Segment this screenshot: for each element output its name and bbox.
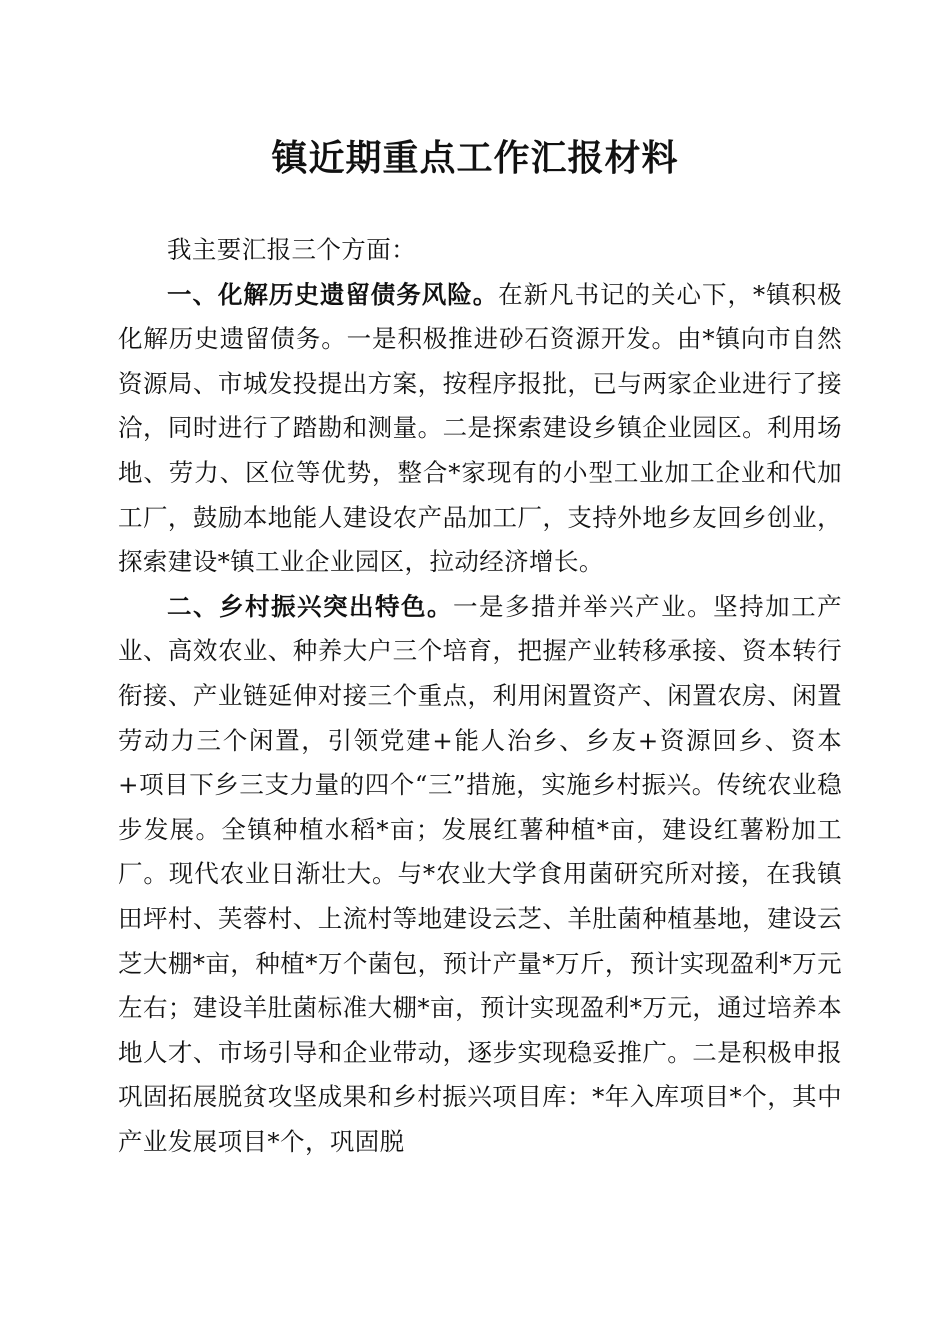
document-title: 镇近期重点工作汇报材料 [271, 137, 679, 179]
section-heading-debt: 一、化解历史遗留债务风险。 [167, 279, 499, 309]
section-text-rural: 一是多措并举兴产业。坚持加工产业、高效农业、种养大户三个培育，把握产业转移承接、资本转行衔接、产业链延伸对接三个重点，利用闲置资产、闲置农房、闲置劳动力三个闲置，引领党建+能人治乡、乡友+资源回乡、资本+项目下乡三支力量的四个“三”措施，实施乡村振兴。传统农业稳步发展。全镇种植水稻*亩；发展红薯种植*亩，建设红薯粉加工厂。现代农业日渐壮大。与*农业大学食用菌研究所对接，在我镇田坪村、芙蓉村、上流村等地建设云芝、羊肚菌种植基地，建设云芝大棚*亩，种植*万个菌包，预计产量*万斤，预计实现盈利*万元左右；建设羊肚菌标准大棚*亩，预计实现盈利*万元，通过培养本地人才、市场引导和企业带动，逐步实现稳妥推广。二是积极申报巩固拓展脱贫攻坚成果和乡村振兴项目库：*年入库项目*个，其中产业发展项目*个，巩固脱 [118, 591, 842, 1156]
intro-paragraph: 我主要汇报三个方面： [167, 235, 416, 264]
document-body [118, 228, 842, 1164]
section-paragraph-rural [118, 585, 842, 1165]
section-heading-rural: 二、乡村振兴突出特色。 [167, 591, 454, 621]
section-text-debt: 在新凡书记的关心下，*镇积极化解历史遗留债务。一是积极推进砂石资源开发。由*镇向市自然资源局、市城发投提出方案，按程序报批，已与两家企业进行了接洽，同时进行了踏勘和测量。二是探索建设乡镇企业园区。利用场地、劳力、区位等优势，整合*家现有的小型工业加工企业和代加工厂，鼓励本地能人建设农产品加工厂，支持外地乡友回乡创业，探索建设*镇工业企业园区，拉动经济增长。 [118, 279, 842, 577]
section-paragraph-debt [118, 273, 842, 585]
